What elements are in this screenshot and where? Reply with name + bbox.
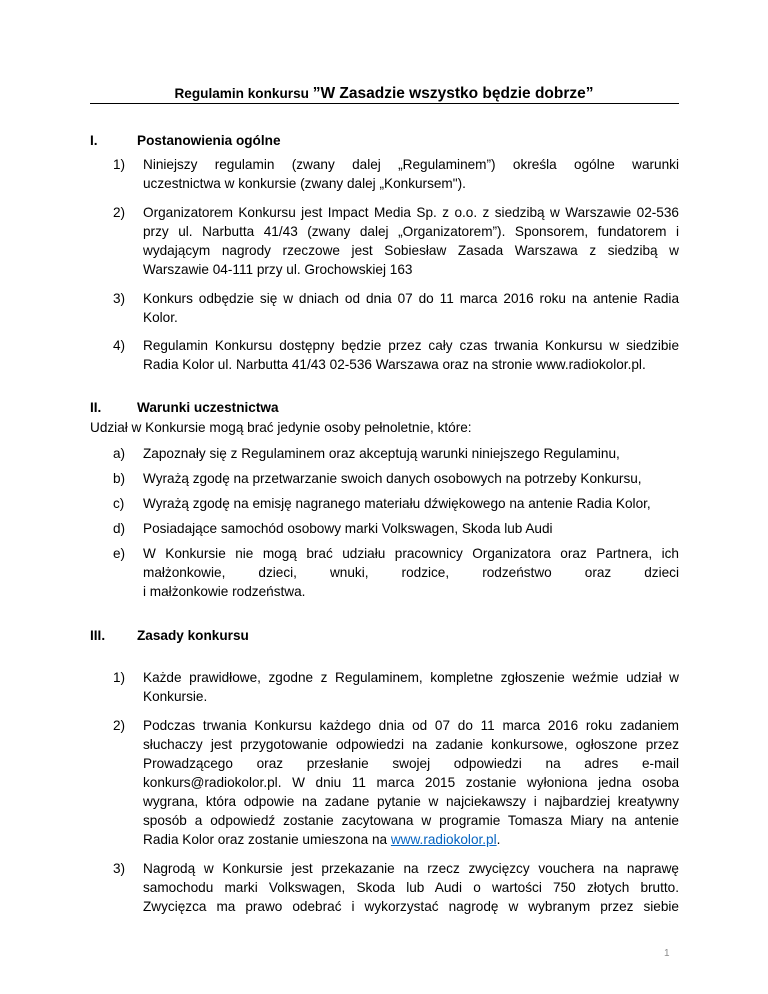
section-3-title: Zasady konkursu: [137, 628, 249, 643]
item-number: 3): [113, 861, 126, 876]
item-line: wydającym nagrody rzeczowe jest Sobiesław Zasada Warszawa z siedzibą w: [143, 243, 679, 258]
item-letter: e): [113, 546, 126, 561]
item-line: słuchaczy jest przygotowanie odpowiedzi na zadanie konkursowe, ogłoszone przez: [143, 737, 679, 752]
radiokolor-link[interactable]: www.radiokolor.pl: [390, 832, 497, 847]
item-number: 2): [113, 718, 126, 733]
document-title: [90, 85, 678, 103]
item-number: 3): [113, 291, 126, 306]
section-1-number: I.: [90, 133, 98, 148]
item-line-end: .: [496, 832, 501, 847]
item-line: przy ul. Narbutta 41/43 (zwany dalej „Organizatorem”). Sponsorem, fundatorem i: [143, 224, 679, 239]
section-2-title: Warunki uczestnictwa: [137, 400, 279, 415]
section-2-number: II.: [90, 400, 102, 415]
item-line: Zapoznały się z Regulaminem oraz akceptują warunki niniejszego Regulaminu,: [143, 446, 620, 461]
item-line: Organizatorem Konkursu jest Impact Media Sp. z o.o. z siedzibą w Warszawie 02-536: [143, 205, 679, 220]
item-line: Konkurs odbędzie się w dniach od dnia 07 do 11 marca 2016 roku na antenie Radia: [143, 291, 679, 306]
item-number: 2): [113, 205, 126, 220]
section-1-title: Postanowienia ogólne: [137, 133, 281, 148]
item-line: sposób a odpowiedź zostanie zacytowana w programie Tomasza Miary na antenie: [143, 813, 679, 828]
section-3-number: III.: [90, 628, 106, 643]
item-letter: a): [113, 446, 126, 461]
item-line: Regulamin Konkursu dostępny będzie przez cały czas trwania Konkursu w siedzibie: [143, 338, 679, 353]
item-line: Posiadające samochód osobowy marki Volkswagen, Skoda lub Audi: [143, 521, 553, 536]
item-line: Prowadzącego oraz przesłanie swojej odpowiedzi na adres e-mail: [143, 756, 679, 771]
item-line: Konkursie.: [143, 689, 208, 704]
item-line: Niniejszy regulamin (zwany dalej „Regulaminem”) określa ogólne warunki: [143, 157, 679, 172]
item-line: Warszawie 04-111 przy ul. Grochowskiej 163: [143, 262, 413, 277]
item-line: konkurs@radiokolor.pl. W dniu 11 marca 2015 zostanie wyłoniona jedna osoba: [143, 775, 679, 790]
item-line: Każde prawidłowe, zgodne z Regulaminem, kompletne zgłoszenie weźmie udział w: [143, 670, 679, 685]
item-line: Zwycięzca ma prawo odebrać i wykorzystać nagrodę w wybranym przez siebie: [143, 899, 679, 914]
item-line: Kolor.: [143, 310, 178, 325]
page-number: 1: [664, 948, 670, 959]
item-line-text: Radia Kolor oraz zostanie umieszona na: [143, 832, 388, 847]
item-letter: b): [113, 471, 126, 486]
title-contest-name: ”W Zasadzie wszystko będzie dobrze”: [312, 85, 594, 102]
item-number: 1): [113, 670, 126, 685]
item-letter: d): [113, 521, 126, 536]
item-line: samochodu marki Volkswagen, Skoda lub Audi o wartości 750 złotych brutto.: [143, 880, 679, 895]
item-line: Wyrażą zgodę na przetwarzanie swoich danych osobowych na potrzeby Konkursu,: [143, 471, 642, 486]
item-line: W Konkursie nie mogą brać udziału pracownicy Organizatora oraz Partnera, ich: [143, 546, 679, 561]
item-line: Wyrażą zgodę na emisję nagranego materiału dźwiękowego na antenie Radia Kolor,: [143, 496, 651, 511]
item-line: Radia Kolor ul. Narbutta 41/43 02-536 Warszawa oraz na stronie www.radiokolor.pl.: [143, 357, 646, 372]
section-2-intro: Udział w Konkursie mogą brać jedynie osoby pełnoletnie, które:: [90, 420, 472, 435]
title-underline: [90, 103, 679, 104]
item-line: Podczas trwania Konkursu każdego dnia od 07 do 11 marca 2016 roku zadaniem: [143, 718, 679, 733]
item-letter: c): [113, 496, 125, 511]
item-line: i małżonkowie rodzeństwa.: [143, 584, 306, 599]
item-number: 1): [113, 157, 126, 172]
item-line: Nagrodą w Konkursie jest przekazanie na rzecz zwycięzcy vouchera na naprawę: [143, 861, 679, 876]
item-line: [143, 830, 679, 849]
item-number: 4): [113, 338, 126, 353]
item-line: małżonkowie, dzieci, wnuki, rodzice, rodzeństwo oraz dzieci: [143, 565, 679, 580]
title-prefix: Regulamin konkursu: [174, 86, 313, 101]
item-line: wygrana, która odpowie na zadane pytanie w najciekawszy i najbardziej kreatywny: [143, 794, 679, 809]
item-line: uczestnictwa w konkursie (zwany dalej „Konkursem").: [143, 176, 466, 191]
